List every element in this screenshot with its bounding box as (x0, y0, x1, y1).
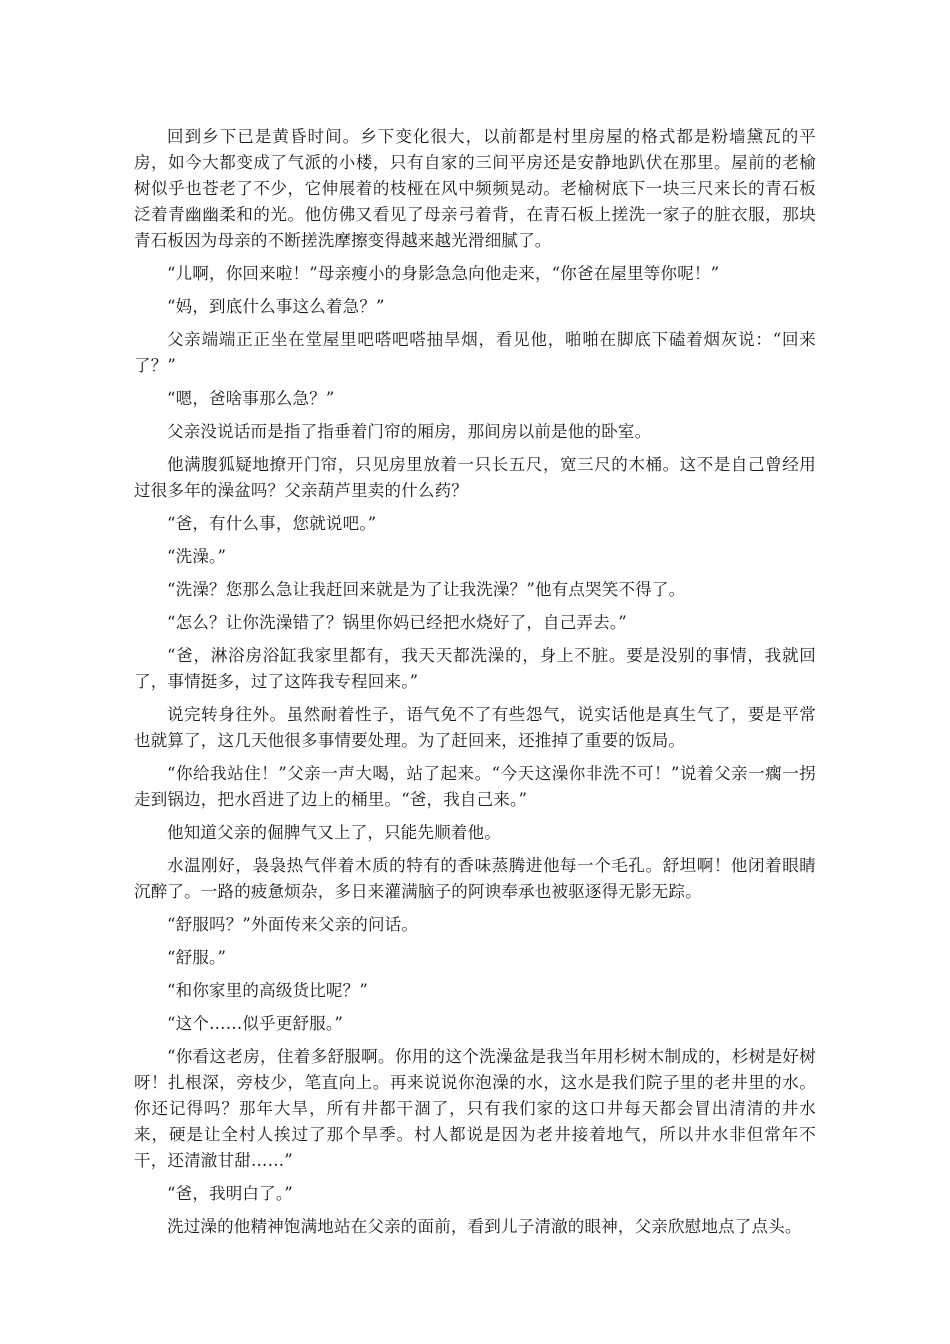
paragraph: “儿啊，你回来啦！”母亲瘦小的身影急急向他走来，“你爸在屋里等你呢！” (167, 264, 720, 283)
paragraph: “你给我站住！”父亲一声大喝，站了起来。“今天这澡你非洗不可！”说着父亲一瘸一拐走到锅边，把水舀进了边上的桶里。“爸，我自己来。” (134, 764, 816, 809)
paragraph: 他知道父亲的倔脾气又上了，只能先顺着他。 (167, 823, 501, 842)
paragraph: “爸，我明白了。” (167, 1184, 293, 1203)
paragraph: “和你家里的高级货比呢？” (167, 981, 368, 1000)
paragraph: “妈，到底什么事这么着急？” (167, 297, 385, 316)
paragraph: “洗澡？您那么急让我赶回来就是为了让我洗澡？”他有点哭笑不得了。 (167, 580, 686, 599)
paragraph: “舒服。” (167, 948, 227, 967)
paragraph: 洗过澡的他精神饱满地站在父亲的面前，看到儿子清澈的眼神，父亲欣慰地点了点头。 (167, 1217, 802, 1236)
paragraph: “这个……似乎更舒服。” (167, 1014, 344, 1033)
paragraph: 回到乡下已是黄昏时间。乡下变化很大，以前都是村里房屋的格式都是粉墙黛瓦的平房，如今大都变成了气派的小楼，只有自家的三间平房还是安静地趴伏在那里。屋前的老榆树似乎也苍老了不少，它伸展着的枝桠在风中频频晃动。老榆树底下一块三尺来长的青石板泛着青幽幽柔和的光。他仿佛又看见了母亲弓着背，在青石板上搓洗一家子的脏衣服，那块青石板因为母亲的不断搓洗摩擦变得越来越光滑细腻了。 (134, 127, 816, 250)
paragraph: 父亲没说话而是指了指垂着门帘的厢房，那间房以前是他的卧室。 (167, 422, 652, 441)
paragraph: 父亲端端正正坐在堂屋里吧嗒吧嗒抽旱烟，看见他，啪啪在脚底下磕着烟灰说：“回来了？” (134, 330, 816, 375)
paragraph: “洗澡。” (167, 547, 227, 566)
paragraph: “舒服吗？”外面传来父亲的问话。 (167, 915, 419, 934)
paragraph: 他满腹狐疑地撩开门帘，只见房里放着一只长五尺，宽三尺的木桶。这不是自己曾经用过很多年的澡盆吗？父亲葫芦里卖的什么药？ (134, 455, 816, 500)
paragraph: “你看这老房，住着多舒服啊。你用的这个洗澡盆是我当年用杉树木制成的，杉树是好树呀！扎根深，旁枝少，笔直向上。再来说说你泡澡的水，这水是我们院子里的老井里的水。你还记得吗？那年大旱，所有井都干涸了，只有我们家的这口井每天都会冒出清清的井水来，硬是让全村人挨过了那个旱季。村人都说是因为老井接着地气，所以井水非但常年不干，还清澈甘甜……” (134, 1047, 816, 1170)
paragraph: 说完转身往外。虽然耐着性子，语气免不了有些怨气，说实话他是真生气了，要是平常也就算了，这几天他很多事情要处理。为了赶回来，还推掉了重要的饭局。 (134, 705, 816, 750)
paragraph: “怎么？让你洗澡错了？锅里你妈已经把水烧好了，自己弄去。” (167, 613, 627, 632)
story-text (134, 124, 816, 1247)
paragraph: “爸，有什么事，您就说吧。” (167, 514, 377, 533)
paragraph: “嗯，爸啥事那么急？” (167, 389, 335, 408)
paragraph: 水温刚好，袅袅热气伴着木质的特有的香味蒸腾进他每一个毛孔。舒坦啊！他闭着眼睛沉醉了。一路的疲惫烦杂，多日来灌满脑子的阿谀奉承也被驱逐得无影无踪。 (134, 856, 816, 901)
paragraph: “爸，淋浴房浴缸我家里都有，我天天都洗澡的，身上不脏。要是没别的事情，我就回了，事情挺多，过了这阵我专程回来。” (134, 646, 816, 691)
